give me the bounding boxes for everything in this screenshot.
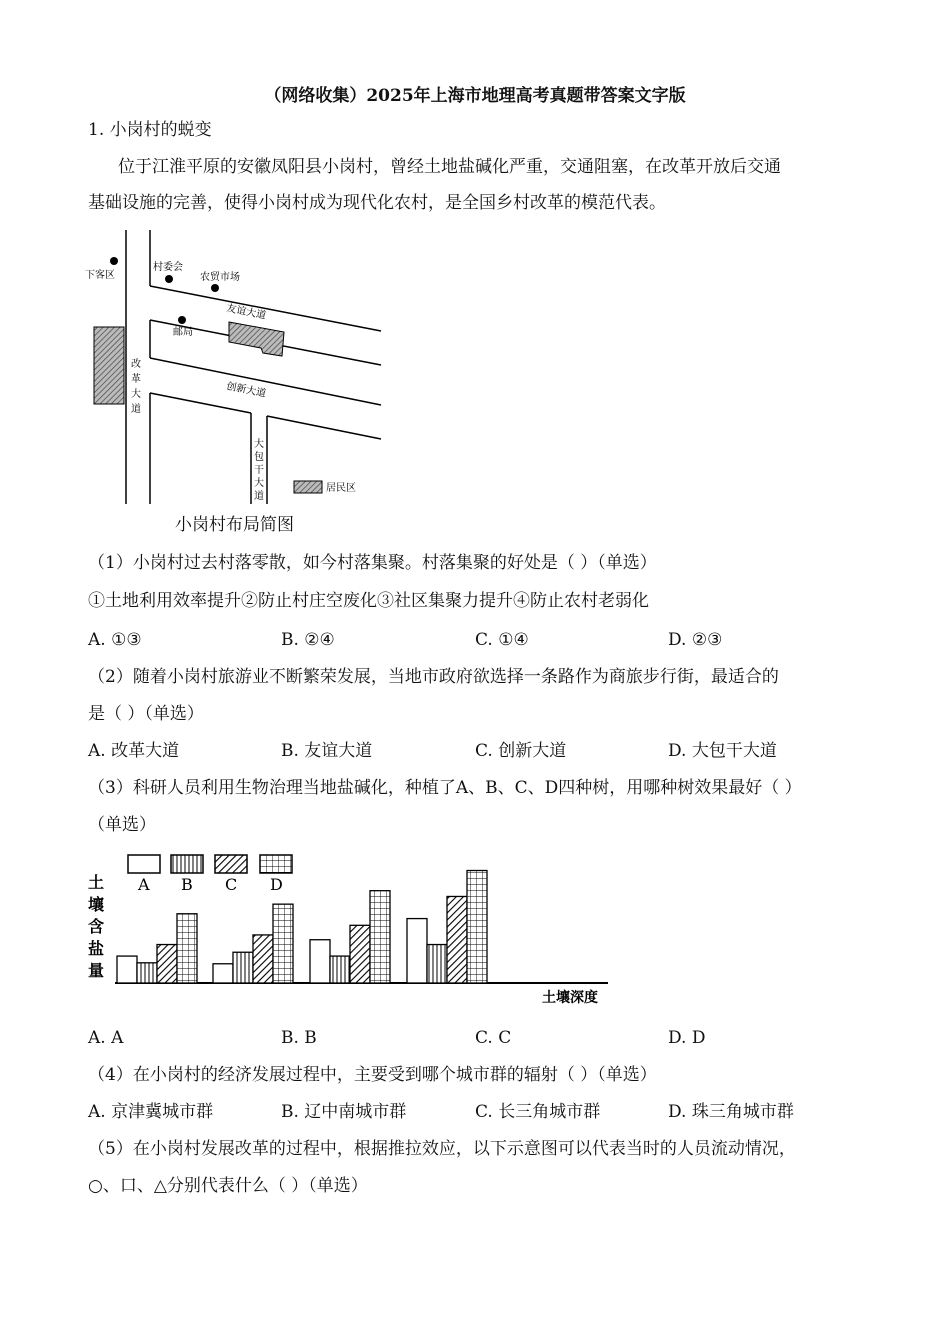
legend-swatch-d <box>260 855 292 873</box>
residential-area-north <box>229 322 284 356</box>
sub5-stem-line-1: （5）在小岗村发展改革的过程中，根据推拉效应，以下示意图可以代表当时的人员流动情况， <box>88 1139 796 1159</box>
bar-c-depth-1 <box>157 945 177 983</box>
legend-swatch-c <box>215 855 247 873</box>
sub4-option-c[interactable]: C. 长三角城市群 <box>475 1102 601 1122</box>
cunweihui-label: 村委会 <box>153 262 183 273</box>
cunweihui-point <box>165 275 173 283</box>
intro-line-2: 基础设施的完善，使得小岗村成为现代化农村，是全国乡村改革的模范代表。 <box>88 193 666 213</box>
sub2-option-d[interactable]: D. 大包干大道 <box>668 741 777 761</box>
legend-label-d: D <box>270 875 283 894</box>
youyi-label: 友谊大道 <box>225 303 267 322</box>
gaige-char-3: 大 <box>131 389 141 400</box>
bar-a-depth-4 <box>407 919 427 983</box>
sub3-option-d[interactable]: D. D <box>668 1028 706 1048</box>
xiake-point <box>110 257 118 265</box>
sub2-option-c[interactable]: C. 创新大道 <box>475 741 567 761</box>
youju-label: 邮局 <box>173 327 193 338</box>
chuangxin-road-bottom-left <box>150 393 251 413</box>
sub3-option-b[interactable]: B. B <box>281 1028 317 1048</box>
dabaogan-char-2: 包 <box>254 452 264 463</box>
bar-d-depth-1 <box>177 914 197 983</box>
sub2-stem-line-1: （2）随着小岗村旅游业不断繁荣发展，当地市政府欲选择一条路作为商旅步行街，最适合的 <box>88 667 779 687</box>
sub5-stem-line-2: ○、口、△分别代表什么（ ）（单选） <box>88 1176 368 1196</box>
y-axis-label-char: 壤 <box>88 895 105 914</box>
chuangxin-road-top-edge <box>150 358 381 405</box>
bar-a-depth-1 <box>117 956 137 983</box>
bar-a-depth-2 <box>213 964 233 983</box>
sub1-option-c[interactable]: C. ①④ <box>475 630 529 650</box>
sub1-option-d[interactable]: D. ②③ <box>668 630 723 650</box>
legend-swatch-a <box>128 855 160 873</box>
intro-line-1: 位于江淮平原的安徽凤阳县小岗村，曾经土地盐碱化严重，交通阻塞，在改革开放后交通 <box>118 157 781 177</box>
legend-label-a: A <box>138 875 150 894</box>
bar-a-depth-3 <box>310 940 330 983</box>
sub4-option-b[interactable]: B. 辽中南城市群 <box>281 1102 407 1122</box>
bar-b-depth-1 <box>137 963 157 983</box>
y-axis-label-char: 含 <box>88 917 105 936</box>
sub3-option-c[interactable]: C. C <box>475 1028 512 1048</box>
chuangxin-road-bottom-right <box>267 416 381 439</box>
sub1-option-b[interactable]: B. ②④ <box>281 630 335 650</box>
village-layout-map <box>83 228 393 513</box>
residential-area-west <box>94 327 124 404</box>
map-caption: 小岗村布局简图 <box>175 515 294 535</box>
nongmao-point <box>211 284 219 292</box>
sub2-option-b[interactable]: B. 友谊大道 <box>281 741 373 761</box>
bar-d-depth-4 <box>467 871 487 984</box>
sub3-stem-line-2: （单选） <box>88 815 156 835</box>
sub4-option-d[interactable]: D. 珠三角城市群 <box>668 1102 794 1122</box>
page-title: （网络收集）2025年上海市地理高考真题带答案文字版 <box>264 86 686 106</box>
xiake-label: 下客区 <box>85 270 115 281</box>
y-axis-label-char: 盐 <box>88 939 105 958</box>
sub4-option-a[interactable]: A. 京津冀城市群 <box>88 1102 214 1122</box>
soil-salinity-chart <box>80 848 620 1013</box>
youju-point <box>178 316 186 324</box>
legend-label-b: B <box>181 875 193 894</box>
bar-c-depth-4 <box>447 896 467 983</box>
x-axis-label: 土壤深度 <box>542 990 598 1006</box>
y-axis-label-char: 土 <box>88 873 105 892</box>
legend-label: 居民区 <box>326 483 356 494</box>
bar-b-depth-2 <box>233 952 253 983</box>
legend-swatch <box>294 481 322 493</box>
gaige-char-2: 革 <box>131 374 141 385</box>
question-1-heading: 1. 小岗村的蜕变 <box>88 120 212 140</box>
dabaogan-char-1: 大 <box>254 439 264 450</box>
dabaogan-char-5: 道 <box>254 491 264 502</box>
legend-swatch-b <box>171 855 203 873</box>
sub1-option-a[interactable]: A. ①③ <box>88 630 142 650</box>
sub3-option-a[interactable]: A. A <box>88 1028 124 1048</box>
dabaogan-char-4: 大 <box>254 478 264 489</box>
bar-c-depth-3 <box>350 925 370 983</box>
sub2-option-a[interactable]: A. 改革大道 <box>88 741 180 761</box>
bar-b-depth-3 <box>330 956 350 983</box>
bar-c-depth-2 <box>253 935 273 983</box>
youyi-road-top-edge <box>150 286 381 331</box>
sub2-stem-line-2: 是（ ）（单选） <box>88 704 204 724</box>
dabaogan-char-3: 干 <box>254 465 264 476</box>
bar-d-depth-3 <box>370 891 390 983</box>
sub4-stem: （4）在小岗村的经济发展过程中，主要受到哪个城市群的辐射（ ）（单选） <box>88 1065 657 1085</box>
chuangxin-label: 创新大道 <box>225 381 267 400</box>
bar-d-depth-2 <box>273 904 293 983</box>
y-axis-label-char: 量 <box>88 961 105 980</box>
gaige-char-1: 改 <box>131 359 141 370</box>
gaige-char-4: 道 <box>131 404 141 415</box>
bar-b-depth-4 <box>427 945 447 983</box>
sub3-stem-line-1: （3）科研人员利用生物治理当地盐碱化，种植了A、B、C、D四种树，用哪种树效果最好（ ） <box>88 778 802 798</box>
sub1-items: ①土地利用效率提升②防止村庄空废化③社区集聚力提升④防止农村老弱化 <box>88 591 649 611</box>
legend-label-c: C <box>225 875 238 894</box>
sub1-stem: （1）小岗村过去村落零散，如今村落集聚。村落集聚的好处是（ ）（单选） <box>88 553 657 573</box>
nongmao-label: 农贸市场 <box>200 272 240 283</box>
